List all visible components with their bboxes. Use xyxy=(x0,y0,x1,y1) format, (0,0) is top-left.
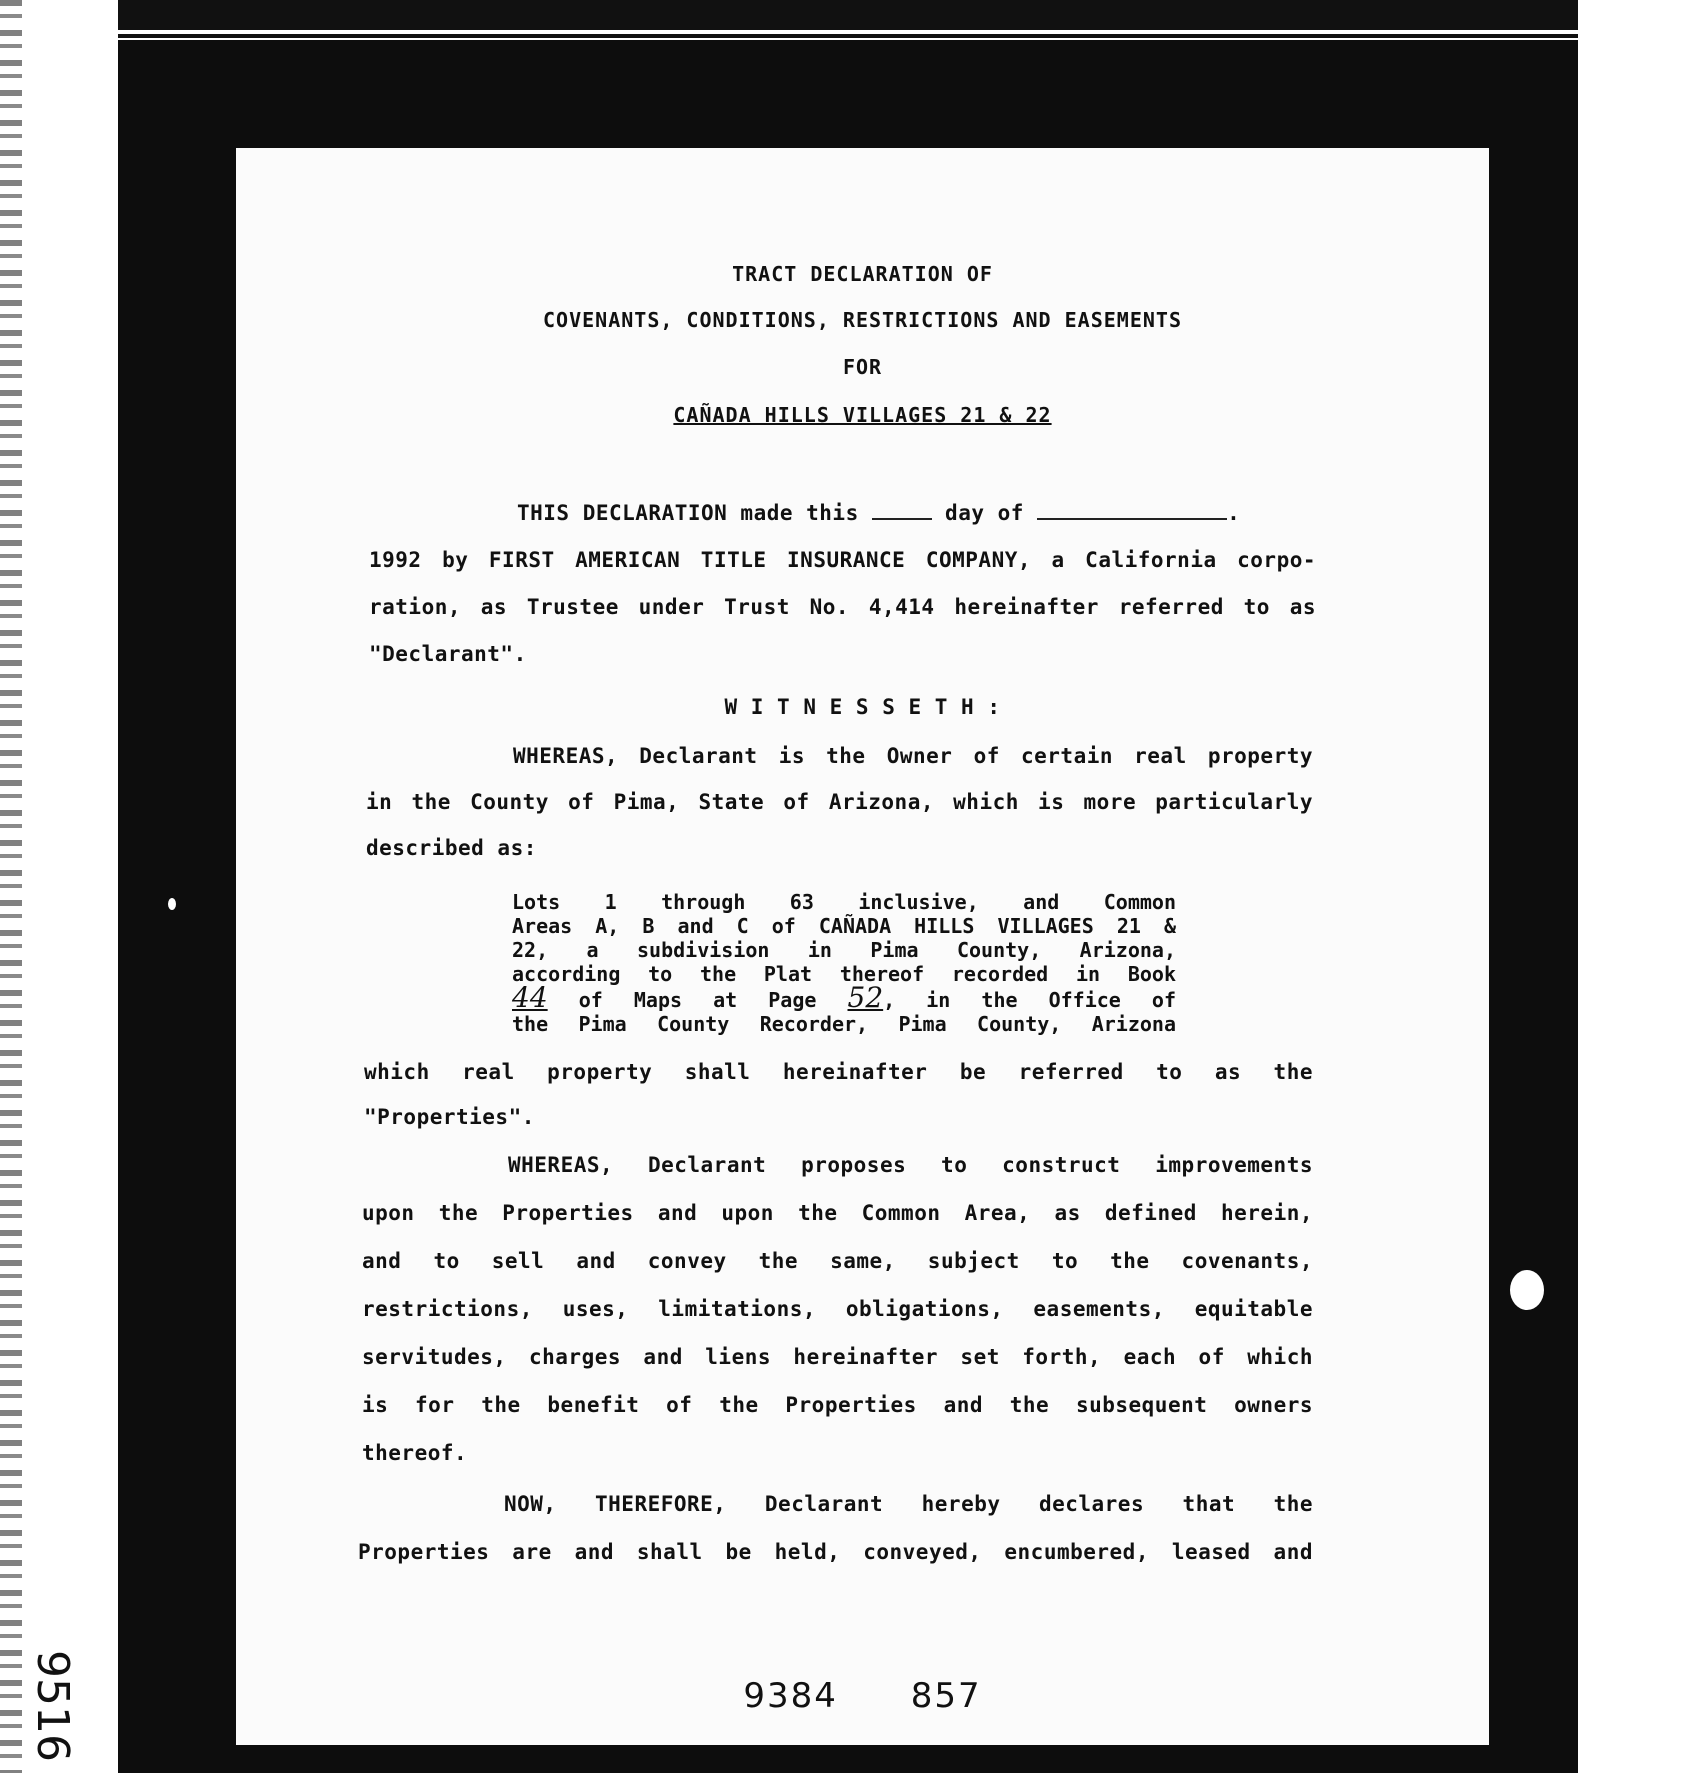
whereas2-line-3: and to sell and convey the same, subject to the covenants, xyxy=(362,1249,1313,1273)
after-lots-line-2: "Properties". xyxy=(364,1105,535,1129)
footer-number-2: 857 xyxy=(910,1676,982,1716)
title-line-4: CAÑADA HILLS VILLAGES 21 & 22 xyxy=(673,403,1052,427)
witnesseth-heading: W I T N E S S E T H : xyxy=(724,695,1001,719)
side-stamp-number: 9516 xyxy=(27,1650,78,1762)
day-blank xyxy=(872,500,932,520)
now-therefore-line-2: Properties are and shall be held, conveyed, encumbered, leased and xyxy=(358,1540,1313,1564)
footer-number-1: 9384 xyxy=(743,1676,838,1716)
footer-page-numbers xyxy=(236,1676,1489,1716)
intro-made-this: THIS DECLARATION made this xyxy=(517,501,859,525)
lot-line-1: Lots 1 through 63 inclusive, and Common xyxy=(512,890,1176,914)
lot-line-5-mid: of Maps at Page xyxy=(578,988,817,1012)
scan-top-strip xyxy=(118,0,1578,30)
lot-line-6: the Pima County Recorder, Pima County, Arizona xyxy=(512,1012,1176,1036)
intro-line-1: THIS DECLARATION made this day of . xyxy=(517,501,1241,525)
lot-line-3: 22, a subdivision in Pima County, Arizona, xyxy=(512,938,1176,962)
intro-day-of: day of xyxy=(945,501,1024,525)
whereas2-line-6: is for the benefit of the Properties and the subsequent owners xyxy=(362,1393,1313,1417)
page-number-handwritten: 52 xyxy=(847,981,884,1014)
lot-line-5-end: , in the Office of xyxy=(883,988,1176,1012)
title-line-1: TRACT DECLARATION OF xyxy=(732,262,993,286)
whereas2-line-5: servitudes, charges and liens hereinafter set forth, each of which xyxy=(362,1345,1313,1369)
scan-top-rule xyxy=(118,34,1578,38)
title-line-3: FOR xyxy=(842,355,883,379)
now-therefore-line-1: NOW, THEREFORE, Declarant hereby declares that the xyxy=(504,1492,1313,1516)
book-number: 44 xyxy=(512,981,548,1014)
lot-line-4: according to the Plat thereof recorded in Book xyxy=(512,962,1176,986)
whereas2-line-4: restrictions, uses, limitations, obligations, easements, equitable xyxy=(362,1297,1313,1321)
lot-line-5 xyxy=(512,981,1176,1014)
whereas1-line-2: in the County of Pima, State of Arizona, which is more particularly xyxy=(366,790,1313,814)
whereas1-line-1: WHEREAS, Declarant is the Owner of certain real property xyxy=(513,744,1313,768)
month-blank xyxy=(1037,500,1227,520)
whereas1-line-3: described as: xyxy=(366,836,537,860)
after-lots-line-1: which real property shall hereinafter be referred to as the xyxy=(364,1060,1313,1084)
title-line-2: COVENANTS, CONDITIONS, RESTRICTIONS AND EASEMENTS xyxy=(542,308,1182,332)
lot-line-2: Areas A, B and C of CAÑADA HILLS VILLAGES 21 & xyxy=(512,914,1176,938)
whereas2-line-7: thereof. xyxy=(362,1441,468,1465)
scan-speck xyxy=(168,898,176,910)
scan-left-edge xyxy=(0,0,22,1773)
scan-speck xyxy=(1510,1270,1544,1310)
whereas2-line-1: WHEREAS, Declarant proposes to construct improvements xyxy=(508,1153,1313,1177)
intro-line-2: 1992 by FIRST AMERICAN TITLE INSURANCE COMPANY, a California corpo- xyxy=(369,548,1316,572)
intro-line-3: ration, as Trustee under Trust No. 4,414 hereinafter referred to as xyxy=(369,595,1316,619)
document-page xyxy=(236,148,1489,1745)
whereas2-line-2: upon the Properties and upon the Common Area, as defined herein, xyxy=(362,1201,1313,1225)
intro-line-4: "Declarant". xyxy=(369,642,527,666)
lot-description xyxy=(512,890,1176,1036)
